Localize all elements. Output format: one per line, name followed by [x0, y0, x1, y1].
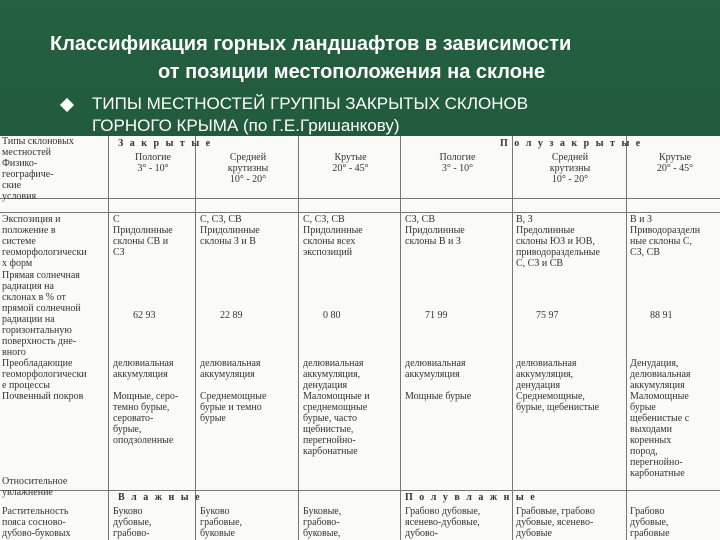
row-label-vegetation-line: дубово-буковых: [2, 528, 71, 539]
row-label-radiation-line: радиация на: [2, 281, 54, 292]
column-header-line: 3° - 10°: [137, 163, 169, 174]
cell-vegetation-line: Грабовые, грабово: [516, 506, 595, 517]
cell-exposure-line: склоны всех: [303, 236, 356, 247]
cell-exposure-line: В и З: [630, 214, 653, 225]
cell-radiation: [220, 310, 243, 321]
cell-vegetation-line: Грабово: [630, 506, 665, 517]
cell-vegetation-line: буковые: [200, 528, 235, 539]
column-header-line: Пологие: [135, 152, 171, 163]
cell-processes-line: аккумуляция: [200, 369, 255, 380]
column-header-line: крутизны: [227, 163, 269, 174]
column-header-line: 20° - 45°: [332, 163, 369, 174]
column-header-line: Средней: [551, 152, 589, 163]
cell-exposure-line: С, СЗ, СВ: [200, 214, 242, 225]
row-label-moisture-line: увлажнение: [2, 487, 53, 498]
row-label-exposure-line: положение в: [2, 225, 56, 236]
cell-soil: [405, 391, 471, 402]
group-header-semiclosed: [500, 138, 642, 149]
row-divider: [0, 198, 720, 199]
cell-soil-line: бурые и темно: [200, 402, 262, 413]
cell-soil-line: карбонатные: [303, 446, 358, 457]
title-line-2: от позиции местоположения на склоне: [158, 61, 546, 83]
moisture-closed: [118, 492, 202, 503]
cell-soil-line: Маломощные и: [303, 391, 370, 402]
row-label-vegetation-line: пояса сосново-: [2, 517, 66, 528]
cell-vegetation: [516, 506, 595, 539]
cell-soil-line: пород,: [630, 446, 658, 457]
moisture-closed-line: В л а ж н ы е: [118, 492, 202, 503]
cell-exposure-line: СЗ, СВ: [405, 214, 436, 225]
row-label-vegetation-line: Растительность: [2, 506, 69, 517]
cell-processes-line: денудация: [303, 380, 348, 391]
cell-vegetation-line: ясенево-дубовые,: [405, 517, 480, 528]
cell-radiation-line: 62 93: [133, 310, 156, 321]
cell-soil-line: Среднемощные: [200, 391, 267, 402]
cell-exposure-line: С, СЗ, СВ: [303, 214, 345, 225]
column-divider: [400, 136, 401, 540]
cell-exposure-line: приводораздельные: [516, 247, 600, 258]
cell-exposure-line: Придолинные: [405, 225, 465, 236]
cell-vegetation-line: грабовые: [630, 528, 670, 539]
moisture-semiclosed: [405, 492, 537, 503]
cell-soil-line: бурые, щебенистые: [516, 402, 600, 413]
cell-radiation-line: 0 80: [323, 310, 341, 321]
row-label-radiation-line: горизонтальную: [2, 325, 72, 336]
cell-soil: [113, 391, 178, 446]
bullet-text: [92, 93, 692, 137]
cell-processes-line: делювиальная: [630, 369, 691, 380]
cell-soil-line: среднемощные: [303, 402, 368, 413]
cell-vegetation: [200, 506, 242, 539]
cell-radiation: [323, 310, 341, 321]
cell-radiation: [425, 310, 448, 321]
cell-exposure-line: СЗ, СВ: [630, 247, 661, 258]
corner-header-line: географиче-: [2, 169, 54, 180]
cell-vegetation: [303, 506, 341, 539]
cell-exposure-line: С, СЗ и СВ: [516, 258, 564, 269]
cell-radiation-line: 88 91: [650, 310, 673, 321]
column-divider: [108, 136, 109, 540]
cell-vegetation-line: Буковые,: [303, 506, 342, 517]
cell-processes-line: делювиальная: [516, 358, 577, 369]
cell-soil-line: Мощные, серо-: [113, 391, 179, 402]
cell-exposure: [630, 214, 700, 258]
cell-vegetation-line: Буково: [113, 506, 143, 517]
cell-exposure: [303, 214, 363, 258]
cell-soil-line: Маломощные: [630, 391, 689, 402]
row-label-radiation-line: поверхность дне-: [2, 336, 77, 347]
column-header-line: Крутые: [334, 152, 367, 163]
row-label-radiation-line: Прямая солнечная: [2, 270, 80, 281]
cell-soil: [303, 391, 370, 457]
cell-exposure-line: ные склоны С,: [630, 236, 693, 247]
cell-radiation: [133, 310, 156, 321]
cell-radiation-line: 71 99: [425, 310, 448, 321]
row-label-radiation: [2, 270, 81, 358]
cell-exposure-line: Придолинные: [200, 225, 260, 236]
column-divider: [298, 136, 299, 540]
row-label-radiation-line: прямой солнечной: [2, 303, 81, 314]
cell-soil: [200, 391, 266, 424]
cell-processes: [200, 358, 261, 380]
cell-exposure: [200, 214, 260, 247]
cell-exposure-line: склоны З и В: [200, 236, 256, 247]
group-header-closed-line: З а к р ы т ы е: [118, 138, 213, 149]
column-divider: [512, 136, 513, 540]
cell-exposure-line: СЗ: [113, 247, 125, 258]
cell-processes: [405, 358, 466, 380]
cell-processes-line: делювиальная: [405, 358, 466, 369]
row-label-moisture-line: Относительное: [2, 476, 68, 487]
cell-vegetation-line: дубовые: [516, 528, 552, 539]
cell-processes-line: денудация: [516, 380, 561, 391]
cell-vegetation: [630, 506, 670, 539]
cell-soil-line: карбонатные: [630, 468, 685, 479]
cell-vegetation-line: Грабово дубовые,: [405, 506, 481, 517]
row-label-processes-line: геоморфологически: [2, 369, 87, 380]
cell-vegetation-line: дубово-: [405, 528, 439, 539]
cell-exposure-line: склоны ЮЗ и ЮВ,: [516, 236, 595, 247]
cell-soil-line: бурые, часто: [303, 413, 358, 424]
row-label-radiation-line: склонах в % от: [2, 292, 66, 303]
cell-soil-line: перегнойно-: [630, 457, 683, 468]
cell-exposure-line: Предолинные: [516, 225, 575, 236]
column-header-line: 10° - 20°: [551, 174, 589, 185]
cell-processes-line: аккумуляция: [405, 369, 460, 380]
cell-vegetation: [113, 506, 151, 539]
bullet-text-line-1: ТИПЫ МЕСТНОСТЕЙ ГРУППЫ ЗАКРЫТЫХ СКЛОНОВ: [92, 94, 529, 113]
corner-header-line: ские: [2, 180, 22, 191]
row-label-vegetation: [2, 506, 71, 539]
cell-soil: [630, 391, 689, 479]
row-label-exposure-line: системе: [2, 236, 36, 247]
column-header: [303, 152, 398, 174]
column-header: [405, 152, 510, 174]
cell-exposure-line: Придолинные: [303, 225, 363, 236]
cell-vegetation: [405, 506, 480, 539]
cell-vegetation-line: Буково: [200, 506, 230, 517]
cell-soil-line: щебенистые с: [630, 413, 690, 424]
cell-soil-line: щебнистые,: [303, 424, 354, 435]
cell-soil-line: бурые,: [113, 424, 142, 435]
corner-header: [2, 136, 74, 202]
column-header: [113, 152, 193, 174]
cell-processes-line: делювиальная: [200, 358, 261, 369]
column-header: [630, 152, 720, 174]
cell-processes: [303, 358, 364, 391]
group-header-semiclosed-line: П о л у з а к р ы т ы е: [500, 138, 643, 149]
column-header: [200, 152, 296, 185]
cell-exposure: [516, 214, 600, 269]
column-header-line: Пологие: [439, 152, 476, 163]
cell-processes-line: делювиальная: [303, 358, 364, 369]
cell-exposure-line: склоны В и З: [405, 236, 461, 247]
cell-exposure-line: Придолинные: [113, 225, 173, 236]
cell-exposure: [113, 214, 173, 258]
cell-soil-line: темно бурые,: [113, 402, 170, 413]
cell-radiation: [650, 310, 673, 321]
row-label-exposure: [2, 214, 87, 269]
cell-soil-line: серовато-: [113, 413, 154, 424]
cell-vegetation-line: дубовые,: [630, 517, 669, 528]
cell-processes: [516, 358, 577, 391]
cell-exposure-line: склоны СВ и: [113, 236, 169, 247]
column-header-line: крутизны: [549, 163, 591, 174]
cell-radiation-line: 22 89: [220, 310, 243, 321]
moisture-semiclosed-line: П о л у в л а ж н ы е: [405, 492, 537, 503]
column-header-line: Крутые: [658, 152, 692, 163]
row-label-exposure-line: х форм: [2, 258, 33, 269]
cell-radiation-line: 75 97: [536, 310, 559, 321]
cell-soil-line: перегнойно-: [303, 435, 356, 446]
cell-processes: [113, 358, 174, 380]
cell-soil-line: Среднемощные,: [516, 391, 585, 402]
row-divider: [0, 490, 720, 491]
slide-title: [40, 30, 690, 86]
column-header: [516, 152, 624, 185]
cell-soil-line: оподзоленные: [113, 435, 174, 446]
row-label-radiation-line: радиации на: [2, 314, 55, 325]
cell-exposure-line: Приводоразделн: [630, 225, 701, 236]
row-label-exposure-line: геоморфологически: [2, 247, 87, 258]
cell-soil-line: коренных: [630, 435, 672, 446]
row-label-moisture: [2, 476, 67, 498]
cell-soil-line: бурые: [630, 402, 656, 413]
cell-radiation: [536, 310, 559, 321]
title-line-1: Классификация горных ландшафтов в зависимости: [50, 33, 572, 55]
cell-processes-line: делювиальная: [113, 358, 174, 369]
cell-exposure-line: С: [113, 214, 120, 225]
scanned-table-image: [0, 136, 720, 540]
bullet-text-line-2: ГОРНОГО КРЫМА (по Г.Е.Гришанкову): [92, 116, 400, 135]
row-label-soil-line: Почвенный покров: [2, 391, 84, 402]
cell-processes-line: Денудация,: [630, 358, 679, 369]
corner-header-line: Физико-: [2, 158, 38, 169]
column-header-line: Средней: [229, 152, 267, 163]
cell-processes-line: аккумуляция: [113, 369, 168, 380]
corner-header-line: Типы склоновых: [2, 136, 74, 147]
cell-vegetation-line: буковые,: [303, 528, 341, 539]
column-header-line: 20° - 45°: [656, 163, 694, 174]
cell-exposure-line: экспозиций: [303, 247, 353, 258]
column-divider: [195, 136, 196, 540]
row-label-soil: [2, 391, 83, 402]
cell-soil-line: бурые: [200, 413, 226, 424]
row-label-radiation-line: вного: [2, 347, 26, 358]
row-label-processes: [2, 358, 87, 391]
row-divider: [0, 212, 720, 213]
cell-soil-line: выходами: [630, 424, 672, 435]
row-label-processes-line: е процессы: [2, 380, 50, 391]
column-header-line: 3° - 10°: [441, 163, 474, 174]
cell-exposure: [405, 214, 465, 247]
row-label-exposure-line: Экспозиция и: [2, 214, 61, 225]
column-header-line: 10° - 20°: [229, 174, 267, 185]
cell-exposure-line: В, З: [516, 214, 533, 225]
cell-soil: [516, 391, 599, 413]
column-divider: [626, 136, 627, 540]
cell-vegetation-line: грабово-: [303, 517, 340, 528]
row-label-processes-line: Преобладающие: [2, 358, 73, 369]
corner-header-line: местностей: [2, 147, 52, 158]
cell-vegetation-line: дубовые, ясенево-: [516, 517, 594, 528]
cell-soil-line: Мощные бурые: [405, 391, 472, 402]
cell-processes-line: аккумуляция: [630, 380, 685, 391]
cell-processes-line: аккумуляция,: [303, 369, 361, 380]
corner-header-line: условия: [2, 191, 37, 202]
cell-processes: [630, 358, 691, 391]
cell-processes-line: аккумуляция,: [516, 369, 574, 380]
cell-vegetation-line: грабово-: [113, 528, 150, 539]
cell-vegetation-line: грабовые,: [200, 517, 243, 528]
group-header-closed: [118, 138, 212, 149]
cell-vegetation-line: дубовые,: [113, 517, 152, 528]
